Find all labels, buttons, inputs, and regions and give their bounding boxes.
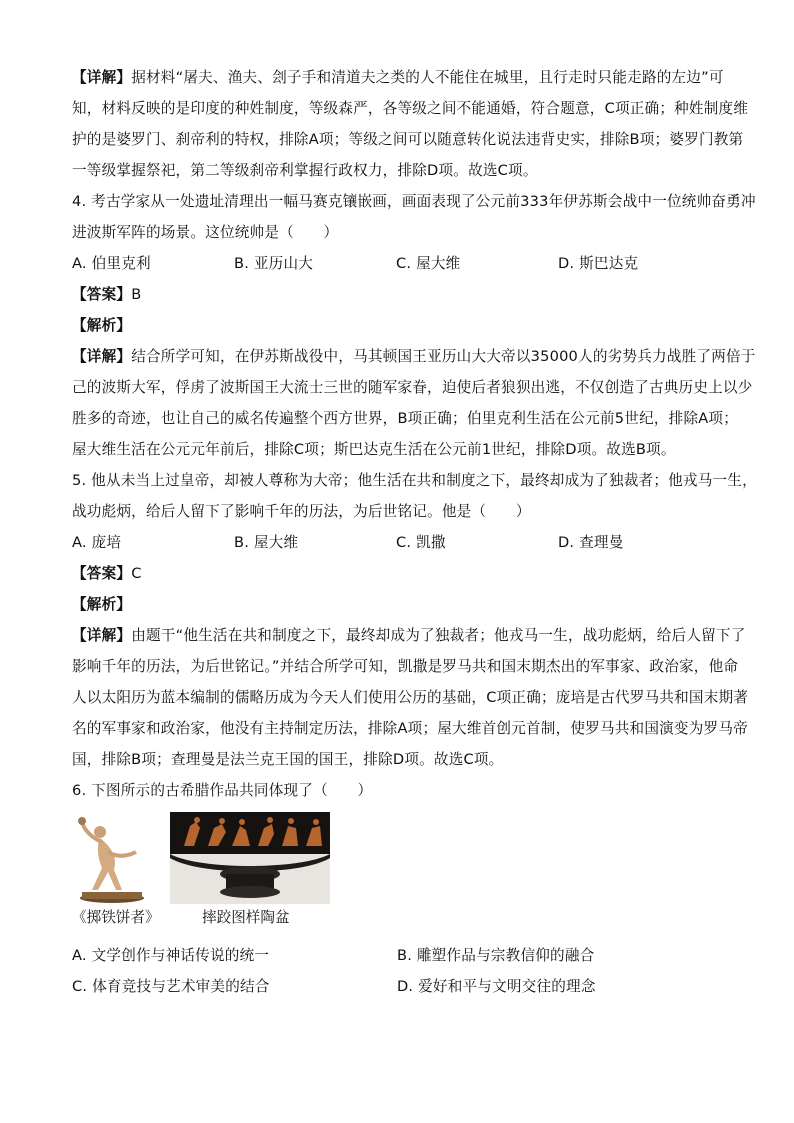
detail-text: 护的是婆罗门、刹帝利的特权，排除A项；等级之间可以随意转化说法违背史实，排除B项；婆罗门教第 <box>72 131 744 148</box>
detail-text: 屋大维生活在公元元年前后，排除C项；斯巴达克生活在公元前1世纪，排除D项。故选B项。 <box>72 441 676 458</box>
detail-line <box>72 651 739 682</box>
detail-text: 由题干“他生活在共和制度之下，最终却成为了独裁者；他戎马一生，战功彪炳，给后人留下了 <box>131 627 746 644</box>
detail-tag: 【详解】 <box>72 69 132 86</box>
option-d: D. 斯巴达克 <box>558 255 639 272</box>
detail-line <box>72 434 726 465</box>
option-d: D. 爱好和平与文明交往的理念 <box>397 978 596 995</box>
question-5-stem-cont: 战功彪炳，给后人留下了影响千年的历法，为后世铭记。他是（ ） <box>72 503 531 520</box>
detail-line <box>72 403 739 434</box>
question-6-figures <box>72 808 726 940</box>
detail-text: 知，材料反映的是印度的种姓制度，等级森严，各等级之间不能通婚，符合题意，C项正确；种姓制度维 <box>72 100 749 117</box>
detail-line <box>72 682 749 713</box>
answer-tag: 【答案】 <box>72 286 132 303</box>
question-5-stem: 5. 他从未当上过皇帝，却被人尊称为大帝；他生活在共和制度之下，最终却成为了独裁者；他戎马一生， <box>72 472 757 489</box>
detail-line <box>72 93 749 124</box>
detail-text: 己的波斯大军，俘虏了波斯国王大流士三世的随军家眷，迫使后者狼狈出逃，不仅创造了古典历史上以少 <box>72 379 753 396</box>
answer-tag: 【答案】 <box>72 565 132 582</box>
question-6-stem: 6. 下图所示的古希腊作品共同体现了（ ） <box>72 782 373 799</box>
detail-line <box>72 341 756 372</box>
detail-line <box>72 372 753 403</box>
answer-line <box>72 279 726 310</box>
detail-line <box>72 713 748 744</box>
figure-caption-discobolus: 《掷铁饼者》 <box>72 909 160 926</box>
answer-value: C <box>131 565 142 582</box>
detail-text: 胜多的奇迹，也让自己的威名传遍整个西方世界，B项正确；伯里克利生活在公元前5世纪，排除A项； <box>72 410 739 427</box>
analysis-line <box>72 589 726 620</box>
detail-line <box>72 155 726 186</box>
option-c: C. 屋大维 <box>396 255 461 272</box>
answer-line <box>72 558 726 589</box>
question-4-stem: 4. 考古学家从一处遗址清理出一幅马赛克镶嵌画，画面表现了公元前333年伊苏斯会战中一位统帅奋勇冲 <box>72 193 756 210</box>
question-4-options <box>72 248 726 279</box>
analysis-tag: 【解析】 <box>72 317 132 334</box>
detail-tag: 【详解】 <box>72 348 132 365</box>
option-a: A. 伯里克利 <box>72 255 151 272</box>
question-6-options-row1 <box>72 940 726 971</box>
answer-value: B <box>131 286 142 303</box>
detail-line <box>72 744 726 775</box>
detail-text: 名的军事家和政治家，他没有主持制定历法，排除A项；屋大维首创元首制，使罗马共和国演变为罗马帝 <box>72 720 748 737</box>
option-c: C. 凯撒 <box>396 534 446 551</box>
option-d: D. 查理曼 <box>558 534 624 551</box>
analysis-tag: 【解析】 <box>72 596 132 613</box>
question-6-options-row2 <box>72 971 726 1002</box>
option-c: C. 体育竞技与艺术审美的结合 <box>72 978 270 995</box>
detail-text: 一等级掌握祭祀，第二等级刹帝利掌握行政权力，排除D项。故选C项。 <box>72 162 538 179</box>
option-b: B. 亚历山大 <box>234 255 314 272</box>
figure-caption-pottery: 摔跤图样陶盆 <box>202 909 290 926</box>
option-b: B. 屋大维 <box>234 534 299 551</box>
option-b: B. 雕塑作品与宗教信仰的融合 <box>397 947 595 964</box>
detail-tag: 【详解】 <box>72 627 132 644</box>
analysis-line <box>72 310 726 341</box>
detail-line <box>72 620 746 651</box>
detail-line <box>72 124 744 155</box>
option-a: A. 庞培 <box>72 534 122 551</box>
discobolus-statue-image <box>74 812 150 904</box>
question-5-options <box>72 527 726 558</box>
detail-text: 结合所学可知，在伊苏斯战役中，马其顿国王亚历山大大帝以35000人的劣势兵力战胜了两倍于 <box>131 348 756 365</box>
document-page <box>72 62 757 1002</box>
detail-text: 国，排除B项；查理曼是法兰克王国的国王，排除D项。故选C项。 <box>72 751 504 768</box>
detail-line <box>72 62 726 93</box>
detail-text: 据材料“屠夫、渔夫、刽子手和清道夫之类的人不能住在城里，且行走时只能走路的左边”可 <box>131 69 724 86</box>
question-4-stem-cont: 进波斯军阵的场景。这位统帅是（ ） <box>72 224 339 241</box>
detail-text: 影响千年的历法，为后世铭记。”并结合所学可知，凯撒是罗马共和国末期杰出的军事家、政治家，他命 <box>72 658 739 675</box>
option-a: A. 文学创作与神话传说的统一 <box>72 947 270 964</box>
wrestling-pottery-image <box>170 812 330 904</box>
detail-text: 人以太阳历为蓝本编制的儒略历成为今天人们使用公历的基础，C项正确；庞培是古代罗马共和国末期著 <box>72 689 749 706</box>
